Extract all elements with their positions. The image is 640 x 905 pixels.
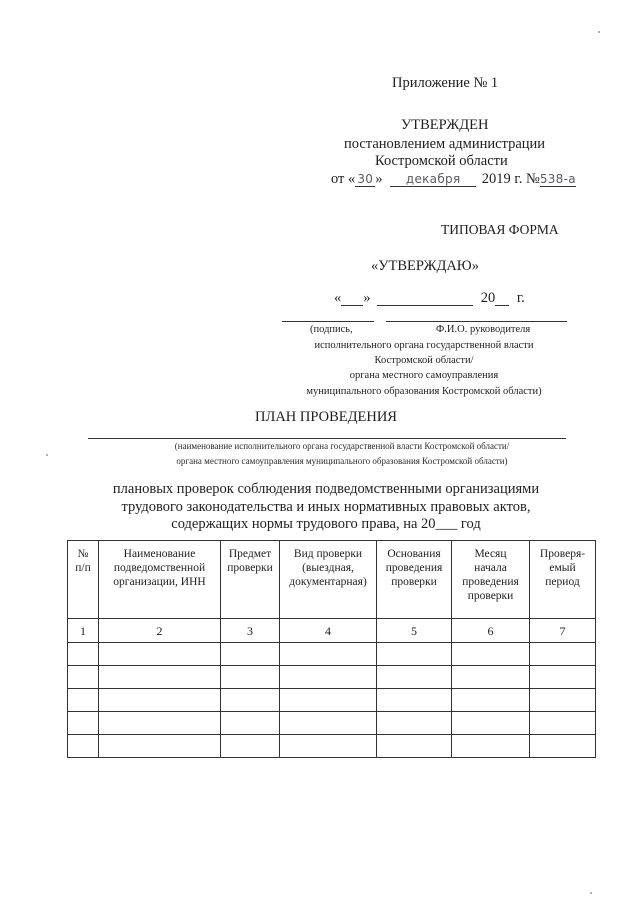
table-cell [280,712,377,735]
plan-title: ПЛАН ПРОВЕДЕНИЯ [255,409,397,425]
table-header-text: начала [474,562,507,574]
table-row [68,666,596,689]
table-header-text: № [77,548,89,560]
table-header-text: Предмет [228,548,272,560]
table-header-text: Основания [387,548,441,560]
table-header-text: проверки [391,576,437,588]
scan-speck [46,454,48,456]
table-cell [377,689,452,712]
table-cell [530,735,596,758]
table-header-text: организации, ИНН [113,576,206,588]
appendix-label: Приложение № 1 [392,75,499,91]
table-cell [530,666,596,689]
stamp-date-close: » [363,290,371,306]
column-number-cell: 3 [221,619,280,643]
org-name-line [88,438,566,439]
table-header-text: Наименование [123,548,196,560]
approved-line-1: постановлением администрации [344,136,546,152]
org-caption-2: Костромской области/ [374,355,474,366]
table-cell [377,666,452,689]
column-number-row [68,619,596,643]
column-number-cell: 2 [99,619,221,643]
table-header-text: проверки [227,562,273,574]
fio-line [386,321,567,322]
table-cell [99,735,221,758]
table-header-text: проверки [467,590,514,602]
approved-line-2: Костромской области [375,153,508,169]
org-name-caption-1: (наименование исполнительного органа государственной власти Костромской области/ [174,441,510,451]
scan-speck [598,31,600,33]
table-cell [530,712,596,735]
date-mid: » [375,171,383,187]
table-cell [221,643,280,666]
table-header-cell [68,541,99,619]
scan-speck [590,892,592,894]
approved-title: УТВЕРЖДЕН [401,117,489,133]
table-header-text: Проверя- [539,548,586,560]
approve-stamp-title: «УТВЕРЖДАЮ» [371,258,479,274]
column-number-cell: 5 [377,619,452,643]
table-row [68,689,596,712]
table-header-text: (выездная, [302,562,354,574]
stamp-year-blank [495,291,509,306]
org-name-caption-2: органа местного самоуправления муниципального образования Костромской области) [176,456,508,466]
stamp-month-blank [377,291,473,306]
table-cell [452,735,530,758]
table-header-cell [221,541,280,619]
org-caption-4: муниципального образования Костромской области) [306,386,542,397]
table-cell [68,712,99,735]
table-header-cell [99,541,221,619]
table-header-text: емый [549,562,576,574]
table-cell [452,666,530,689]
table-cell [280,689,377,712]
table-cell [68,689,99,712]
date-prefix: от « [331,171,356,187]
date-day: 30 [355,172,375,187]
table-cell [280,643,377,666]
table-header-text: проведения [385,562,443,574]
table-cell [221,666,280,689]
table-header-text: проведения [462,576,519,588]
stamp-year-prefix: 20 [480,290,496,306]
table-header-text: период [545,576,580,588]
date-month: декабря [390,172,476,187]
table-cell [221,735,280,758]
table-cell [452,643,530,666]
table-cell [280,666,377,689]
table-cell [377,643,452,666]
signature-caption: (подпись, [310,324,353,335]
table-cell [68,643,99,666]
table-cell [99,689,221,712]
table-cell [99,666,221,689]
table-cell [377,735,452,758]
table-header-cell [452,541,530,619]
approved-date-line [331,171,576,188]
stamp-date-line [334,290,525,307]
table-row [68,712,596,735]
date-year: 2019 г. № [481,171,540,187]
table-cell [377,712,452,735]
table-header-text: документарная) [289,576,367,588]
fio-caption: Ф.И.О. руководителя [436,324,531,335]
table-header-cell [280,541,377,619]
table-cell [99,712,221,735]
table-cell [221,689,280,712]
column-number-cell: 6 [452,619,530,643]
form-type-label: ТИПОВАЯ ФОРМА [441,222,559,237]
table-row [68,643,596,666]
org-caption-3: органа местного самоуправления [349,370,499,381]
column-number-cell: 7 [530,619,596,643]
table-header-text: Вид проверки [293,548,363,560]
table-cell [452,712,530,735]
stamp-year-suffix: г. [516,290,525,306]
table-cell [99,643,221,666]
table-cell [530,643,596,666]
plan-table [67,540,596,758]
column-number-cell: 1 [68,619,99,643]
table-cell [530,689,596,712]
table-header-row [68,541,596,619]
table-cell [221,712,280,735]
table-header-cell [377,541,452,619]
description-line-3: содержащих нормы трудового права, на 20___ год [171,516,481,532]
decree-number: 538-а [539,172,576,186]
signature-line [282,321,374,322]
table-cell [68,735,99,758]
table-cell [68,666,99,689]
stamp-day-blank [341,291,363,306]
table-header-text: Месяц [474,548,507,560]
column-number-cell: 4 [280,619,377,643]
description-line-2: трудового законодательства и иных нормативных правовых актов, [121,499,531,515]
table-body [68,619,596,758]
org-caption-1: исполнительного органа государственной власти [314,340,534,351]
table-header-text: подведомственной [113,562,206,574]
table-cell [280,735,377,758]
table-row [68,735,596,758]
table-cell [452,689,530,712]
stamp-date-open: « [334,290,342,306]
description-line-1: плановых проверок соблюдения подведомственными организациями [112,481,540,497]
table-header-cell [530,541,596,619]
table-header-text: п/п [75,562,91,574]
